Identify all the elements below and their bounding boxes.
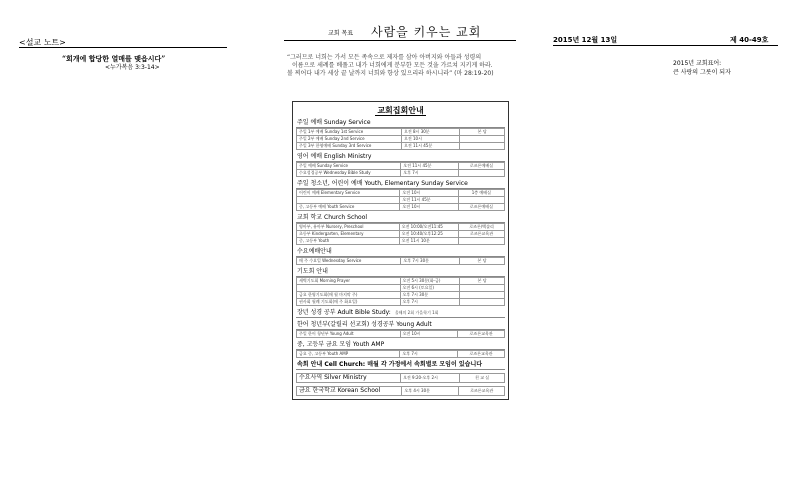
section-heading: 주일 청소년, 어린이 예배 Youth, Elementary Sunday Service <box>296 180 505 189</box>
row-name: 중, 고등부 Youth <box>297 238 400 245</box>
row-place <box>460 292 505 299</box>
schedule-row <box>297 170 505 177</box>
row-place: 로즈론예배실 <box>458 204 504 211</box>
schedule-section <box>296 373 505 383</box>
row-name: 주일 2부 예배 Sunday 2nd Service <box>297 136 402 143</box>
schedule-row <box>297 190 505 197</box>
schedule-section <box>296 180 505 211</box>
row-place: 본 당 <box>459 258 504 265</box>
schedule-row <box>297 292 505 299</box>
church-goal-label: 교회 목표 <box>328 30 354 37</box>
schedule-section <box>296 309 505 318</box>
verse-line-2: 이름으로 세례를 베풀고 내가 너희에게 분부한 모든 것을 가르쳐 지키게 하라. <box>292 62 493 69</box>
row-time: 오전 11시 45분 <box>402 143 460 150</box>
schedule-section <box>296 361 505 370</box>
row-place: 1층 예배실 <box>458 190 504 197</box>
row-place <box>460 299 505 306</box>
schedule-row <box>297 129 505 136</box>
left-divider <box>19 47 227 48</box>
section-heading: 주일 예배 Sunday Service <box>296 119 505 128</box>
row-time: 오후 7시 <box>401 170 459 177</box>
section-place: 로즈론교육관 <box>459 387 505 396</box>
row-name: 주일 3부 한영예배 Sunday 3rd Service <box>297 143 402 150</box>
schedule-section <box>296 248 505 265</box>
verse-line-1: “그러므로 너희는 가서 모든 족속으로 제자를 삼아 아버지와 아들과 성령의 <box>287 54 482 61</box>
church-motto: 사람을 키우는 교회 <box>371 25 482 39</box>
schedule-section <box>296 321 505 338</box>
schedule-row <box>297 136 505 143</box>
schedule-row <box>297 331 505 338</box>
row-name: 주일 1부 예배 Sunday 1st Service <box>297 129 402 136</box>
row-place: 로즈론교육관 <box>458 351 505 358</box>
row-name: 영아부, 유아부 Nursery, Preschool <box>297 224 400 231</box>
row-time: 오후 7시 30분 <box>400 292 460 299</box>
section-heading: 한어 청년부(갈릴리 선교회) 성경공부 Young Adult <box>296 321 505 330</box>
row-name: 금요 한영기도회(매 월 마지막 주) <box>297 292 401 299</box>
row-place: 본 당 <box>460 278 505 285</box>
row-time: 오전 5시 30분(화-금) <box>400 278 460 285</box>
row-name: 어린이 예배 Elementary Service <box>297 190 400 197</box>
row-name: 주일 예배 Sunday Service <box>297 163 401 170</box>
schedule-section <box>296 386 505 396</box>
row-time: 오후 7시 <box>400 351 458 358</box>
row-time: 오전 11시 45분 <box>400 197 458 204</box>
section-heading: 중, 고등부 금요 모임 Youth AMP <box>296 341 505 350</box>
row-time: 오전 10시 <box>400 331 458 338</box>
row-place <box>460 143 505 150</box>
section-heading: 수요사역 Silver Ministry <box>297 374 401 383</box>
sermon-title: “회개에 합당한 열매를 맺읍시다” <box>62 54 166 63</box>
row-name: 매 주 수요일 Wednesday Service <box>297 258 401 265</box>
schedule-row <box>297 204 505 211</box>
section-time: 오전 9:20-오후 2시 <box>401 374 460 383</box>
row-time: 오전 10:00/오전11:45 <box>399 224 458 231</box>
row-place: 로즈론교육관 <box>459 231 505 238</box>
schedule-section <box>296 214 505 245</box>
row-name: 중, 고등부 예배 Youth Service <box>297 204 400 211</box>
row-name: 권사회 월례 기도회(매 주 화요일) <box>297 299 401 306</box>
right-divider <box>553 45 778 46</box>
schedule-row <box>297 163 505 170</box>
schedule-row <box>297 224 505 231</box>
schedule-row <box>297 197 505 204</box>
row-name: 초등부 Kindergarten, Elementary <box>297 231 400 238</box>
schedule-row <box>297 238 505 245</box>
section-note: 올해의 2회 가을학기 1회 <box>394 310 439 315</box>
row-name <box>297 285 401 292</box>
row-place <box>458 197 504 204</box>
row-name: 새벽기도회 Morning Prayer <box>297 278 401 285</box>
sermon-reference: <누가복음 3:3-14> <box>105 64 160 71</box>
meeting-schedule <box>292 101 509 400</box>
row-name: 수요성경공부 Wednesday Bible Study <box>297 170 401 177</box>
schedule-row <box>297 299 505 306</box>
row-place <box>460 136 505 143</box>
row-time: 오전 8시 30분 <box>402 129 460 136</box>
year-theme: 큰 사랑의 그릇이 되자 <box>673 69 731 76</box>
bulletin-issue: 제 40-49호 <box>730 36 769 44</box>
schedule-row <box>297 351 505 358</box>
section-heading: 교회 학교 Church School <box>296 214 505 223</box>
verse-line-3: 볼 찌어다 내가 세상 끝 날까지 너희와 항상 있으리라 하시니라” (마 28:19-20) <box>287 70 494 77</box>
section-heading: 속회 안내 Cell Church: 매월 각 가정에서 속회별로 모임이 있습니다 <box>296 361 505 370</box>
row-time: 오전 10시 <box>402 136 460 143</box>
schedule-title: 교회집회안내 <box>377 106 424 115</box>
row-name <box>297 197 400 204</box>
section-heading: 수요예배안내 <box>296 248 505 257</box>
schedule-row <box>297 258 505 265</box>
row-time: 오전 10시 <box>400 190 458 197</box>
sermon-note-label: <설교 노트> <box>19 38 66 47</box>
center-divider <box>284 40 516 41</box>
schedule-row <box>297 143 505 150</box>
row-time: 오전 10시 <box>400 204 458 211</box>
row-place: 본 당 <box>460 129 505 136</box>
row-place <box>459 238 505 245</box>
bulletin-date: 2015년 12월 13일 <box>553 36 618 44</box>
schedule-section <box>296 153 505 177</box>
row-time: 오후 7시 <box>400 299 460 306</box>
section-time: 오후 4시 30분 <box>402 387 459 396</box>
row-time: 오후 7시 30분 <box>401 258 460 265</box>
schedule-row <box>297 278 505 285</box>
section-place: 친 교 실 <box>460 374 505 383</box>
row-place <box>460 285 505 292</box>
schedule-section <box>296 341 505 358</box>
row-time: 오전 6시 (토요일) <box>400 285 460 292</box>
row-place <box>459 170 505 177</box>
schedule-section <box>296 119 505 150</box>
row-place: 로즈론예배실 <box>459 163 505 170</box>
year-theme-label: 2015년 교회표어: <box>673 60 722 67</box>
row-place: 로즈론교육관 <box>458 331 505 338</box>
schedule-row <box>297 285 505 292</box>
row-time: 오전 10:40/오후12:25 <box>399 231 458 238</box>
section-heading: 금요 한국학교 Korean School <box>297 387 402 396</box>
schedule-row <box>297 231 505 238</box>
row-time: 오전 11시 45분 <box>401 163 459 170</box>
row-place: 로즈론/백솔리 <box>459 224 505 231</box>
row-name: 금요 중, 고등부 Youth AMP <box>297 351 400 358</box>
schedule-section <box>296 268 505 306</box>
section-heading: 영어 예배 English Ministry <box>296 153 505 162</box>
row-time: 오전 11시 10분 <box>399 238 458 245</box>
section-heading: 장년 성경 공부 Adult Bible Study: 올해의 2회 가을학기 1회 <box>296 309 505 318</box>
section-heading: 기도회 안내 <box>296 268 505 277</box>
row-name: 주일 한어 청년부 Young Adult <box>297 331 401 338</box>
